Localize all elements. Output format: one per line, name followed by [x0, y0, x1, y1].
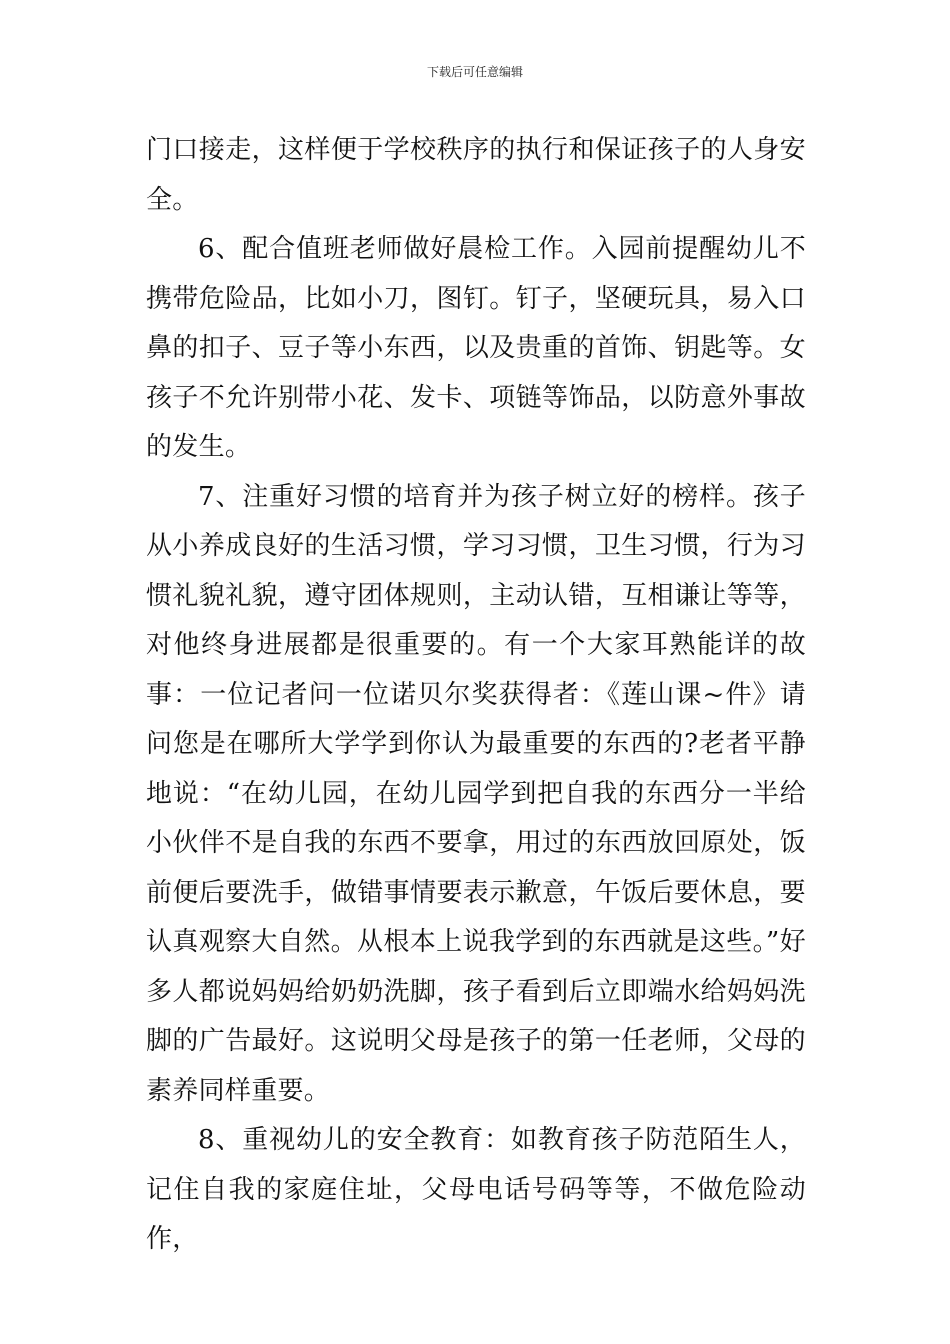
- paragraph-item-8: 8、重视幼儿的安全教育：如教育孩子防范陌生人，记住自我的家庭住址，父母电话号码等等，不做危险动作，: [146, 1125, 806, 1254]
- document-body: [146, 126, 806, 1265]
- paragraph-item-7: 7、注重好习惯的培育并为孩子树立好的榜样。孩子从小养成良好的生活习惯，学习习惯，卫生习惯，行为习惯礼貌礼貌，遵守团体规则，主动认错，互相谦让等等，对他终身进展都是很重要的。有一个大家耳熟能详的故事：一位记者问一位诺贝尔奖获得者：《莲山课~件》请问您是在哪所大学学到你认为最重要的东西的?老者平静地说：“在幼儿园，在幼儿园学到把自我的东西分一半给小伙伴不是自我的东西不要拿，用过的东西放回原处，饭前便后要洗手，做错事情要表示歉意，午饭后要休息，要认真观察大自然。从根本上说我学到的东西就是这些。”好多人都说妈妈给奶奶洗脚，孩子看到后立即端水给妈妈洗脚的广告最好。这说明父母是孩子的第一任老师，父母的素养同样重要。: [146, 481, 806, 1106]
- paragraph-item-6: 6、配合值班老师做好晨检工作。入园前提醒幼儿不携带危险品，比如小刀，图钉。钉子，坚硬玩具，易入口鼻的扣子、豆子等小东西，以及贵重的首饰、钥匙等。女孩子不允许别带小花、发卡、项链等饰品，以防意外事故的发生。: [146, 234, 806, 462]
- paragraph-continuation: 门口接走，这样便于学校秩序的执行和保证孩子的人身安全。: [146, 135, 806, 215]
- page-header: 下载后可任意编辑: [426, 65, 523, 79]
